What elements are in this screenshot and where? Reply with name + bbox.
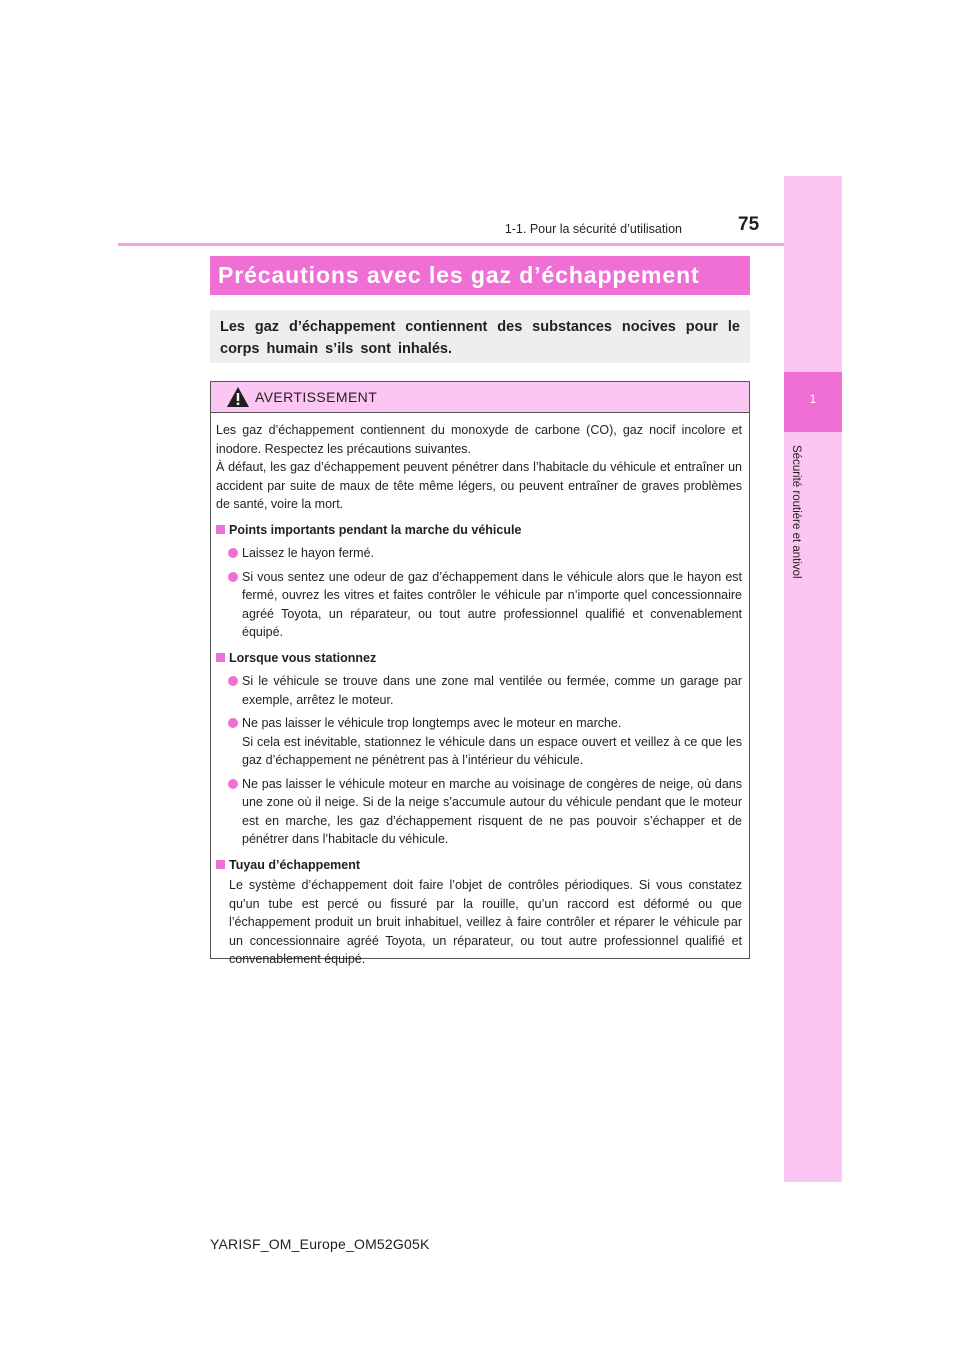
section-heading-text: Lorsque vous stationnez — [229, 650, 377, 665]
section-heading — [216, 649, 742, 668]
list-item — [216, 775, 742, 849]
warning-title: AVERTISSEMENT — [255, 389, 378, 405]
list-item — [216, 544, 742, 563]
warning-body — [216, 421, 742, 969]
round-bullet-icon — [228, 676, 238, 686]
document-code: YARISF_OM_Europe_OM52G05K — [210, 1236, 430, 1252]
lead-summary: Les gaz d’échappement contiennent des substances nocives pour le corps humain s’ils sont inhalés. — [210, 310, 750, 363]
chapter-label: Sécurité routière et antivol — [790, 445, 802, 579]
section-heading-text: Tuyau d’échappement — [229, 857, 361, 872]
list-item-text: Ne pas laisser le véhicule trop longtemps avec le moteur en marche. — [242, 716, 622, 730]
list-item-text: Laissez le hayon fermé. — [242, 546, 375, 560]
warning-triangle-icon — [226, 385, 250, 409]
list-item-text: Si le véhicule se trouve dans une zone mal ventilée ou fermée, comme un garage par exemple, arrêtez le moteur. — [242, 674, 742, 707]
list-item-continuation: Si cela est inévitable, stationnez le véhicule dans un espace ouvert et veillez à ce que les gaz d’échappement ne pénètrent pas à l’intérieur du véhicule. — [242, 734, 742, 767]
page-number: 75 — [738, 214, 760, 235]
list-item — [216, 672, 742, 709]
round-bullet-icon — [228, 572, 238, 582]
square-bullet-icon — [216, 653, 225, 662]
section-heading — [216, 856, 742, 875]
section-reference: 1-1. Pour la sécurité d’utilisation — [504, 222, 682, 236]
section-heading-text: Points importants pendant la marche du véhicule — [229, 522, 522, 537]
square-bullet-icon — [216, 860, 225, 869]
round-bullet-icon — [228, 548, 238, 558]
list-item-text: Ne pas laisser le véhicule moteur en marche au voisinage de congères de neige, où dans une zone où il neige. Si de la neige s’accumule autour du véhicule pendant que le moteur est en marche, les gaz d’échappement risquent de ne pas pouvoir s’échapper et de pénétrer dans l’habitacle du véhicule. — [242, 776, 742, 846]
list-item — [216, 568, 742, 642]
warning-intro: Les gaz d’échappement contiennent du monoxyde de carbone (CO), gaz nocif incolore et inodore. Respectez les précautions suivantes. — [216, 423, 742, 456]
header-divider — [118, 243, 841, 246]
round-bullet-icon — [228, 718, 238, 728]
chapter-number: 1 — [809, 392, 817, 406]
section-text: Le système d’échappement doit faire l’objet de contrôles périodiques. Si vous constatez qu’un tube est percé ou fissuré par la rouille, qu’un raccord est déformé ou que l’échappement produit un bruit inhabituel, veillez à faire contrôler et réparer le véhicule par un concessionnaire agréé Toyota, un réparateur, ou tout autre professionnel qualifié et convenablement équipé. — [229, 878, 742, 966]
round-bullet-icon — [228, 779, 238, 789]
square-bullet-icon — [216, 525, 225, 534]
list-item — [216, 714, 742, 770]
page-title: Précautions avec les gaz d’échappement — [218, 262, 700, 288]
warning-header — [211, 382, 749, 413]
warning-intro-consequence: À défaut, les gaz d’échappement peuvent pénétrer dans l’habitacle du véhicule et entraîner un accident par suite de maux de tête même légers, ou peuvent entraîner de graves problèmes de santé, voire la mort. — [216, 460, 742, 511]
list-item-text: Si vous sentez une odeur de gaz d’échappement dans le véhicule alors que le hayon est fermé, ouvrez les vitres et faites contrôler le véhicule par n’importe quel concessionnaire agréé Toyota, un réparateur, ou tout autre professionnel qualifié et convenablement équipé. — [242, 569, 742, 639]
section-heading — [216, 521, 742, 540]
chapter-side-tab — [784, 176, 842, 1182]
warning-box — [210, 381, 750, 966]
